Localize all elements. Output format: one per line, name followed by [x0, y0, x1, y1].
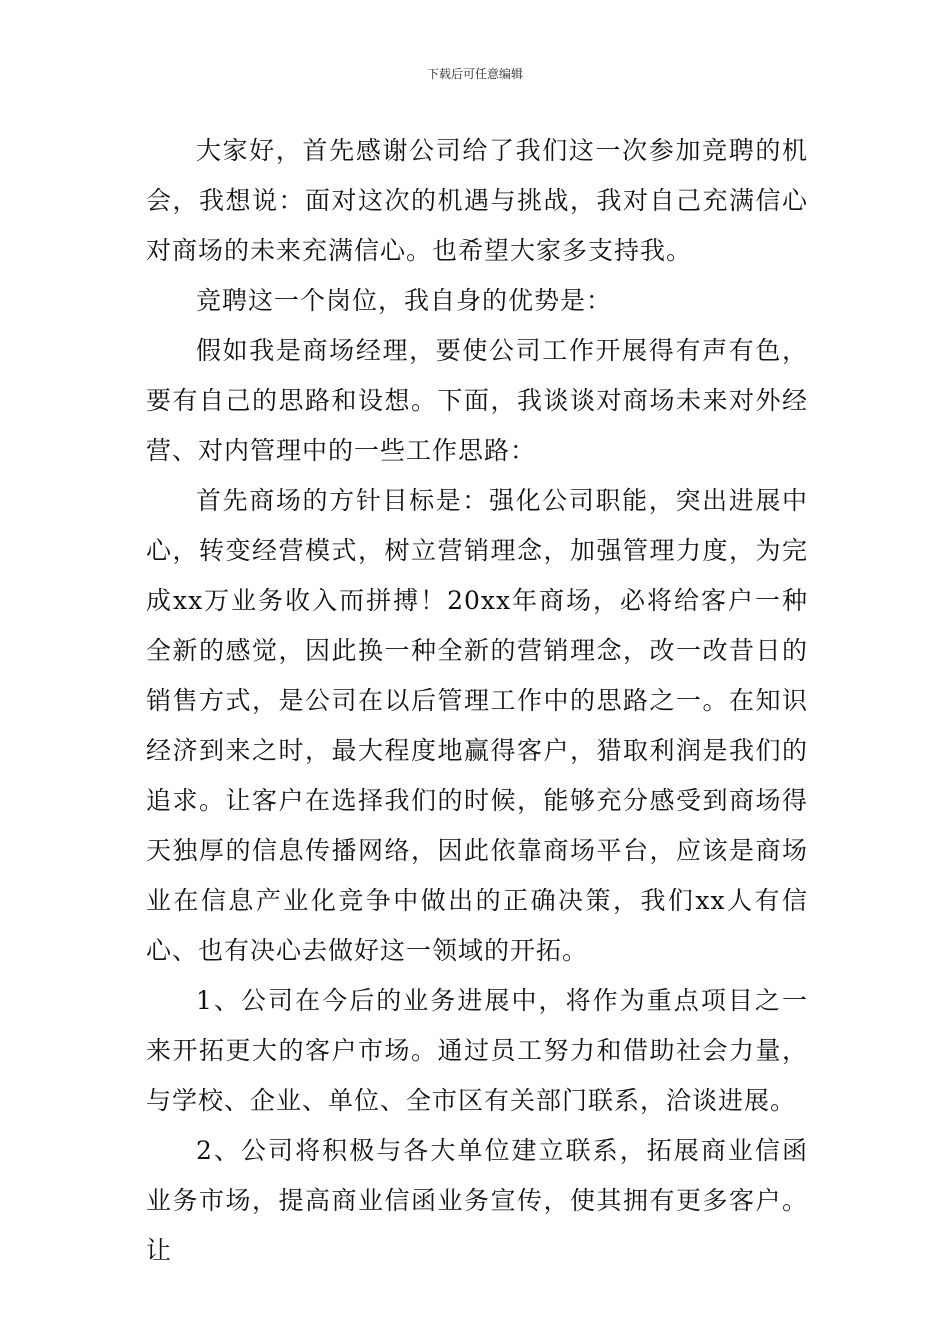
paragraph-advantages: 竞聘这一个岗位，我自身的优势是：: [196, 286, 613, 315]
document-body: [146, 126, 808, 1276]
paragraph-greeting: 大家好，首先感谢公司给了我们这一次参加竞聘的机会，我想说：面对这次的机遇与挑战，我对自己充满信心对商场的未来充满信心。也希望大家多支持我。: [146, 136, 808, 265]
paragraph-manager-plan: 假如我是商场经理，要使公司工作开展得有声有色，要有自己的思路和设想。下面，我谈谈对商场未来对外经营、对内管理中的一些工作思路：: [146, 336, 808, 465]
paragraph-item-2: 2、公司将积极与各大单位建立联系，拓展商业信函业务市场，提高商业信函业务宣传，使其拥有更多客户。让: [146, 1136, 808, 1265]
paragraph-goals: 首先商场的方针目标是：强化公司职能，突出进展中心，转变经营模式，树立营销理念，加强管理力度，为完成xx万业务收入而拼搏！20xx年商场，必将给客户一种全新的感觉，因此换一种全新的营销理念，改一改昔日的销售方式，是公司在以后管理工作中的思路之一。在知识经济到来之时，最大程度地赢得客户，猎取利润是我们的追求。让客户在选择我们的时候，能够充分感受到商场得天独厚的信息传播网络，因此依靠商场平台，应该是商场业在信息产业化竞争中做出的正确决策，我们xx人有信心、也有决心去做好这一领域的开拓。: [146, 486, 808, 965]
paragraph-item-1: 1、公司在今后的业务进展中，将作为重点项目之一来开拓更大的客户市场。通过员工努力和借助社会力量，与学校、企业、单位、全市区有关部门联系，洽谈进展。: [146, 986, 808, 1115]
page-header: 下载后可任意编辑: [426, 67, 523, 81]
